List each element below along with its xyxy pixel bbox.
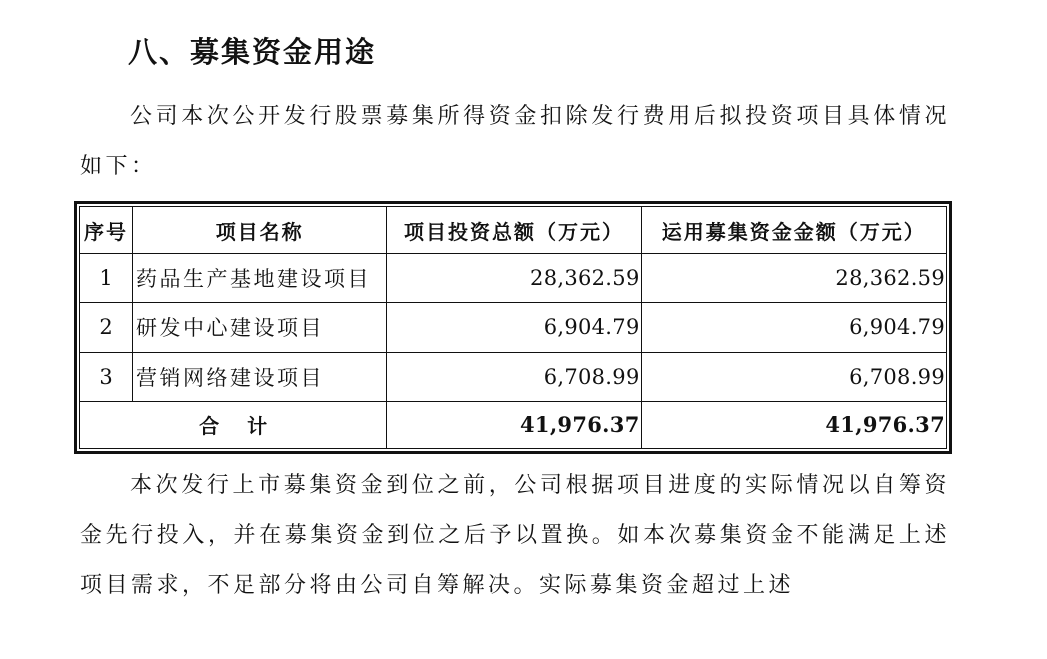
header-total-investment: 项目投资总额（万元） bbox=[387, 207, 641, 254]
total-investment: 41,976.37 bbox=[387, 401, 641, 448]
table-row bbox=[80, 254, 947, 303]
intro-paragraph: 公司本次公开发行股票募集所得资金扣除发行费用后拟投资项目具体情况如下： bbox=[80, 104, 950, 179]
row-index: 3 bbox=[80, 352, 133, 401]
header-index: 序号 bbox=[80, 207, 133, 254]
row-project-name: 药品生产基地建设项目 bbox=[133, 254, 387, 303]
header-raised-funds: 运用募集资金金额（万元） bbox=[641, 207, 946, 254]
table-header-row bbox=[80, 207, 947, 254]
row-investment: 28,362.59 bbox=[387, 254, 641, 303]
section-title: 八、募集资金用途 bbox=[128, 35, 377, 69]
investment-table-grid bbox=[79, 206, 947, 449]
row-project-name: 研发中心建设项目 bbox=[133, 303, 387, 352]
table-total-row bbox=[80, 401, 947, 448]
investment-table bbox=[74, 201, 952, 454]
row-project-name: 营销网络建设项目 bbox=[133, 352, 387, 401]
row-raised: 6,904.79 bbox=[641, 303, 946, 352]
total-raised: 41,976.37 bbox=[641, 401, 946, 448]
row-investment: 6,708.99 bbox=[387, 352, 641, 401]
table-row bbox=[80, 303, 947, 352]
header-project-name: 项目名称 bbox=[133, 207, 387, 254]
row-raised: 28,362.59 bbox=[641, 254, 946, 303]
body-paragraph: 本次发行上市募集资金到位之前，公司根据项目进度的实际情况以自筹资金先行投入，并在募集资金到位之后予以置换。如本次募集资金不能满足上述项目需求，不足部分将由公司自筹解决。实际募集资金超过上述 bbox=[80, 473, 950, 598]
row-investment: 6,904.79 bbox=[387, 303, 641, 352]
table-row bbox=[80, 352, 947, 401]
row-raised: 6,708.99 bbox=[641, 352, 946, 401]
total-label: 合计 bbox=[80, 401, 387, 448]
row-index: 2 bbox=[80, 303, 133, 352]
row-index: 1 bbox=[80, 254, 133, 303]
